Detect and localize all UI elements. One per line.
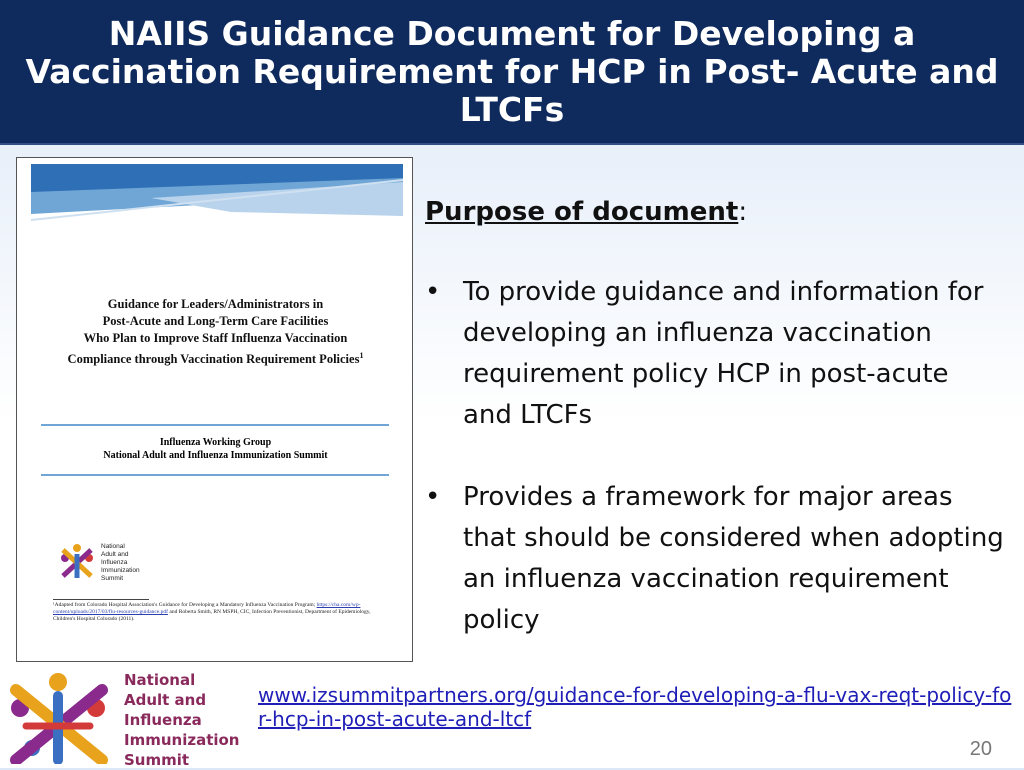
naiis-logo-icon — [6, 668, 110, 764]
logo-text-line: Influenza — [101, 559, 128, 566]
guidance-link[interactable]: www.izsummitpartners.org/guidance-for-developing-a-flu-vax-reqt-policy-for-hcp-in-post-acute-and-ltcf — [258, 683, 1012, 731]
purpose-colon: : — [738, 197, 748, 227]
document-title-superscript: 1 — [359, 351, 364, 360]
logo-text-line: Adult and — [101, 551, 129, 558]
document-logo-text — [101, 543, 140, 583]
document-logo-icon — [57, 540, 97, 580]
bullet-dot-icon: • — [425, 277, 441, 307]
org-text-line: Immunization — [124, 731, 240, 749]
org-text-line: Adult and — [124, 691, 207, 709]
logo-text-line: National — [101, 543, 125, 550]
logo-text-line: Summit — [101, 575, 124, 582]
bullet-text: Provides a framework for major areas that should be considered when adopting an influenza vaccination requirement policy — [463, 482, 1004, 635]
document-group — [17, 436, 413, 462]
bullet-dot-icon: • — [425, 482, 441, 512]
document-title-line: Guidance for Leaders/Administrators in — [107, 297, 324, 311]
document-group-line: Influenza Working Group — [159, 437, 272, 448]
bullet-item — [425, 272, 1005, 436]
purpose-label: Purpose of document — [425, 197, 739, 227]
footnote-text: and Roberta Smith, RN MSPH, CIC, Infection Preventionist, Department of Epidemiology, Children's Hospital Colorado (2011). — [53, 609, 371, 622]
footnote-rule — [53, 599, 149, 600]
org-text-line: Influenza — [124, 711, 202, 729]
document-group-line: National Adult and Influenza Immunization Summit — [103, 450, 328, 461]
slide-title: NAIIS Guidance Document for Developing a Vaccination Requirement for HCP in Post- Acute and LTCFs — [25, 13, 999, 129]
document-rule — [41, 424, 389, 426]
logo-text-line: Immunization — [101, 567, 140, 574]
purpose-heading — [425, 192, 1005, 232]
document-banner-graphic — [31, 164, 403, 224]
footnote-link[interactable]: https://cha.com/wp-content/uploads/2017/03/flu-resources-guidance.pdf — [53, 602, 361, 615]
bullet-text: To provide guidance and information for developing an influenza vaccination requirement policy HCP in post-acute and LTCFs — [463, 277, 984, 430]
document-title-line: Who Plan to Improve Staff Influenza Vaccination — [83, 331, 348, 345]
bullet-item — [425, 477, 1005, 641]
org-text-line: National — [124, 671, 196, 689]
document-footnote — [53, 602, 383, 623]
title-bar — [0, 0, 1024, 145]
document-title-line: Post-Acute and Long-Term Care Facilities — [102, 314, 329, 328]
document-title — [17, 296, 413, 368]
org-text-line: Summit — [124, 751, 190, 769]
bullet-list — [425, 272, 1005, 641]
page-number: 20 — [969, 738, 992, 760]
document-title-line: Compliance through Vaccination Requirement Policies — [67, 352, 360, 367]
slide-content — [425, 192, 1005, 682]
document-rule — [41, 474, 389, 476]
document-thumbnail — [16, 157, 413, 662]
footnote-text: ¹Adapted from Colorado Hospital Association's Guidance for Developing a Mandatory Influenza Vaccination Program; — [53, 602, 316, 608]
naiis-logo-text — [124, 670, 240, 770]
